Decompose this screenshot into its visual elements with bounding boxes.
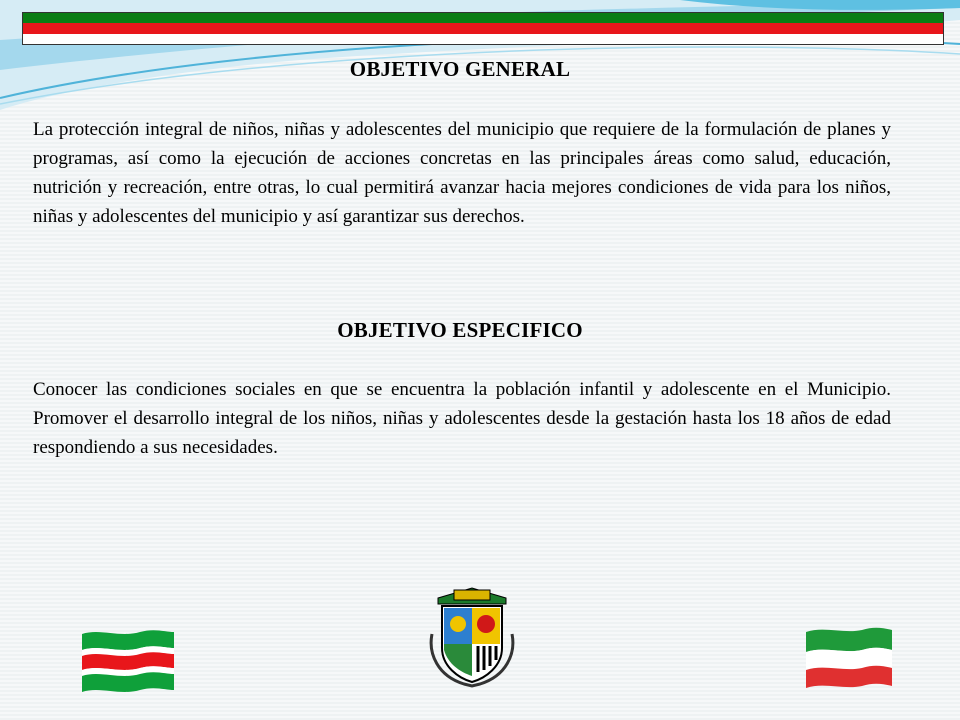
specific-objective-heading: OBJETIVO ESPECIFICO — [337, 318, 583, 342]
general-objective-heading: OBJETIVO GENERAL — [349, 57, 571, 81]
flag-banner — [22, 12, 944, 45]
waving-flag-right-icon — [802, 624, 894, 694]
banner-red-stripe — [23, 23, 943, 34]
banner-green-stripe — [23, 13, 943, 23]
waving-flag-left-icon — [80, 628, 176, 694]
specific-objective-text: Conocer las condiciones sociales en que se encuentra la población infantil y adolescente en el Municipio. Promover el desarrollo integral de los niños, niñas y adolescentes desde la gestación hasta los 18 años de edad respondiendo a sus necesidades. — [33, 379, 891, 458]
general-objective-text: La protección integral de niños, niñas y adolescentes del municipio que requiere de la formulación de planes y programas, así como la ejecución de acciones concretas en las principales áreas como salud, educación, nutrición y recreación, entre otras, lo cual permitirá avanzar hacia mejores condiciones de vida para los niños, niñas y adolescentes del municipio y así garantizar sus derechos. — [33, 119, 891, 227]
municipal-crest-icon — [424, 584, 520, 688]
